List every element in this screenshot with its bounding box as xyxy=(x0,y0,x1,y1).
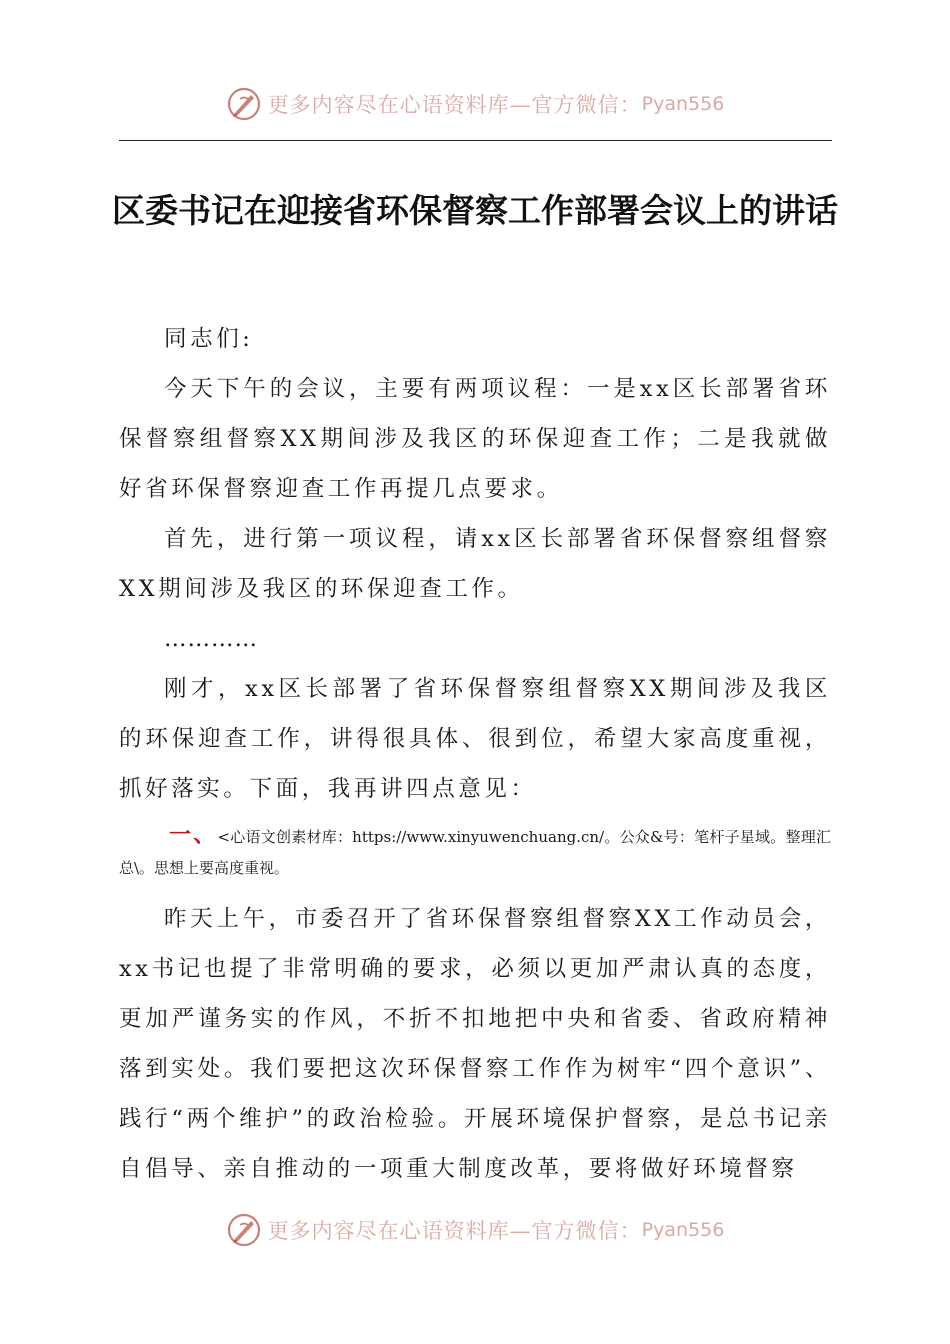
banner-text: 更多内容尽在心语资料库—官方微信： xyxy=(267,1219,642,1243)
document-body xyxy=(119,314,831,1194)
footer-banner xyxy=(0,1208,950,1252)
section-number: 一、 xyxy=(169,822,218,848)
header-divider xyxy=(119,140,832,141)
paragraph: 昨天上午，市委召开了省环保督察组督察XX工作动员会，xx书记也提了非常明确的要求，必须以更加严肃认真的态度，更加严谨务实的作风，不折不扣地把中央和省委、省政府精神落到实处。我们要把这次环保督察工作作为树牢“四个意识”、践行“两个维护”的政治检验。开展环境保护督察，是总书记亲自倡导、亲自推动的一项重大制度改革，要将做好环境督察 xyxy=(119,906,831,1182)
banner-text: 更多内容尽在心语资料库—官方微信： xyxy=(267,93,642,117)
pen-circle-icon xyxy=(226,86,262,122)
pen-circle-icon xyxy=(226,1212,262,1248)
paragraph: 今天下午的会议，主要有两项议程：一是xx区长部署省环保督察组督察XX期间涉及我区的环保迎查工作；二是我就做好省环保督察迎查工作再提几点要求。 xyxy=(119,376,831,502)
document-title: 区委书记在迎接省环保督察工作部署会议上的讲话 xyxy=(112,191,838,230)
greeting: 同志们: xyxy=(164,326,254,352)
banner-wechat-id: Pyan556 xyxy=(641,1219,725,1241)
section-heading-1 xyxy=(119,820,831,884)
paragraph: 刚才，xx区长部署了省环保督察组督察XX期间涉及我区的环保迎查工作，讲得很具体、很到位，希望大家高度重视，抓好落实。下面，我再讲四点意见： xyxy=(119,676,831,802)
ellipsis-paragraph: ………… xyxy=(164,626,258,652)
header-banner xyxy=(0,82,950,126)
section-heading-text: <心语文创素材库：https://www.xinyuwenchuang.cn/。公众&号：笔杆子星域。整理汇总\。思想上要高度重视。 xyxy=(119,828,831,877)
paragraph: 首先，进行第一项议程，请xx区长部署省环保督察组督察XX期间涉及我区的环保迎查工作。 xyxy=(119,526,831,602)
banner-wechat-id: Pyan556 xyxy=(641,93,725,115)
